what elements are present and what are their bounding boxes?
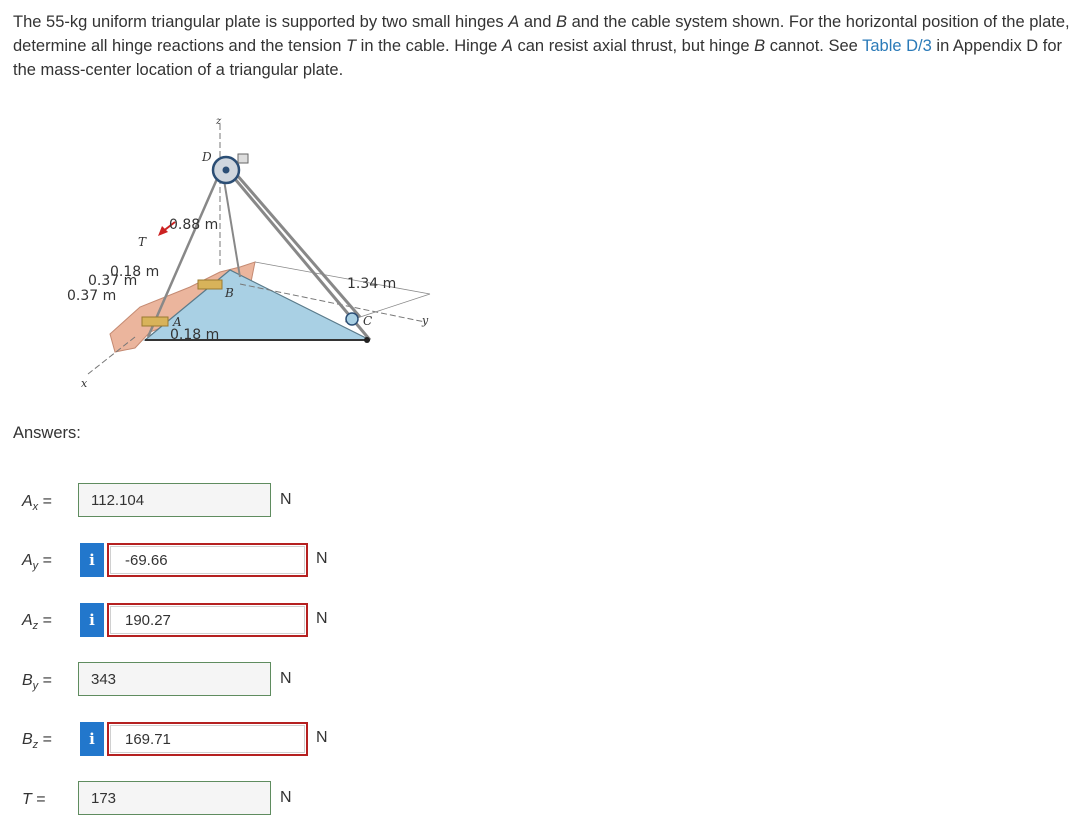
- label-b: B: [225, 286, 234, 300]
- unit-az: N: [316, 610, 328, 627]
- answer-row-az: [0, 601, 420, 641]
- dim-line-top: [255, 262, 430, 294]
- info-icon-bz[interactable]: i: [80, 722, 104, 756]
- label-t-answer: T =: [22, 791, 46, 808]
- answer-row-ax: [0, 482, 420, 522]
- input-t[interactable]: 173: [78, 781, 271, 815]
- dim-018-bottom: 0.18 m: [170, 327, 220, 343]
- unit-by: N: [280, 670, 292, 687]
- answer-row-ay: [0, 541, 420, 581]
- input-ay[interactable]: -69.66: [107, 543, 308, 577]
- hinge-a: [142, 317, 168, 326]
- label-by: $B_y$ =: [22, 672, 52, 693]
- label-z: z: [216, 116, 222, 127]
- label-d: D: [202, 150, 212, 164]
- info-icon-ay[interactable]: i: [80, 543, 104, 577]
- cable-db: [223, 174, 240, 277]
- unit-ay: N: [316, 550, 328, 567]
- dim-134: 1.34 m: [347, 276, 397, 292]
- pulley-hub: [223, 167, 230, 174]
- table-d3-link[interactable]: Table D/3: [862, 37, 932, 55]
- input-ax[interactable]: 112.104: [78, 483, 271, 517]
- unit-t: N: [280, 789, 292, 806]
- problem-statement: The 55-kg uniform triangular plate is supported by two small hinges A and B and the cable system shown. For the horizontal position of the plate, determine all hinge reactions and the tension T in the cable. Hinge A can resist axial thrust, but hinge B cannot. See Table D/3 in Appendix D for the mass-center location of a triangular plate.: [13, 13, 1070, 79]
- label-c: C: [363, 314, 373, 328]
- input-by[interactable]: 343: [78, 662, 271, 696]
- unit-ax: N: [280, 491, 292, 508]
- plate-figure: [40, 112, 440, 392]
- label-a: A: [173, 315, 182, 329]
- answer-row-t: [0, 780, 420, 820]
- dim-037-upper: 0.37 m: [88, 273, 138, 289]
- input-az[interactable]: 190.27: [107, 603, 308, 637]
- dim-037-lower: 0.37 m: [67, 288, 117, 304]
- hinge-b: [198, 280, 222, 289]
- pulley-bracket: [238, 154, 248, 163]
- label-az: $A_z$ =: [22, 612, 52, 633]
- label-t: T: [138, 235, 147, 249]
- dim-018-top: 0.18 m: [110, 264, 160, 280]
- label-bz: $B_z$ =: [22, 731, 52, 752]
- answer-row-by: [0, 661, 420, 701]
- answer-row-bz: [0, 720, 420, 760]
- label-x: x: [81, 377, 88, 390]
- label-ax: $A_x$ =: [22, 493, 52, 514]
- label-ay: $A_y$ =: [22, 552, 52, 573]
- input-bz[interactable]: 169.71: [107, 722, 308, 756]
- unit-bz: N: [316, 729, 328, 746]
- plate-corner-dot: [364, 337, 370, 343]
- dim-088: 0.88 m: [169, 217, 219, 233]
- info-icon-az[interactable]: i: [80, 603, 104, 637]
- point-c-marker: [346, 313, 358, 325]
- label-y: y: [422, 314, 429, 327]
- answers-heading: Answers:: [13, 424, 81, 442]
